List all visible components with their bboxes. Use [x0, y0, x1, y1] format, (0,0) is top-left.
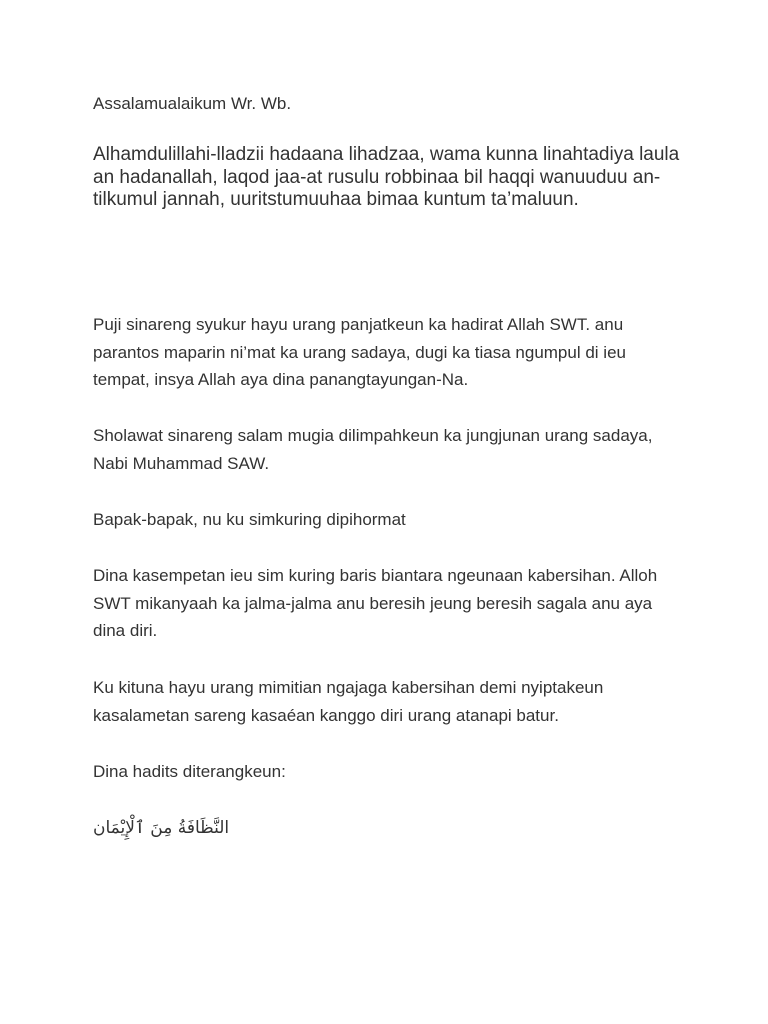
greeting-text: Assalamualaikum Wr. Wb.: [93, 94, 292, 113]
opening-prayer: Alhamdulillahi-lladzii hadaana lihadzaa, wama kunna linahtadiya laula an hadanallah, laqod jaa-at rusulu robbinaa bil haqqi wanuuduu an-tilkumul jannah, uuritstumuuhaa bimaa kuntum ta’maluun.: [93, 144, 680, 210]
arabic-hadith-quote: النَّظَافَةُ مِنَ ٱلْإِيْمَان: [93, 818, 230, 838]
paragraph-gratitude: Puji sinareng syukur hayu urang panjatkeun ka hadirat Allah SWT. anu parantos maparin ni’mat ka urang sadaya, dugi ka tiasa ngumpul di ieu tempat, insya Allah aya dina panangtayungan-Na.: [93, 315, 626, 389]
paragraph-hadith-intro: Dina hadits diterangkeun:: [93, 762, 286, 781]
paragraph-topic: Dina kasempetan ieu sim kuring baris biantara ngeunaan kabersihan. Alloh SWT mikanyaah ka jalma-jalma anu beresih jeung beresih sagala anu aya dina diri.: [93, 566, 658, 640]
paragraph-invitation: Ku kituna hayu urang mimitian ngajaga kabersihan demi nyiptakeun kasalametan sareng kasaéan kanggo diri urang atanapi batur.: [93, 678, 604, 725]
paragraph-sholawat: Sholawat sinareng salam mugia dilimpahkeun ka jungjunan urang sadaya, Nabi Muhammad SAW.: [93, 426, 653, 473]
paragraph-address: Bapak-bapak, nu ku simkuring dipihormat: [93, 510, 406, 529]
